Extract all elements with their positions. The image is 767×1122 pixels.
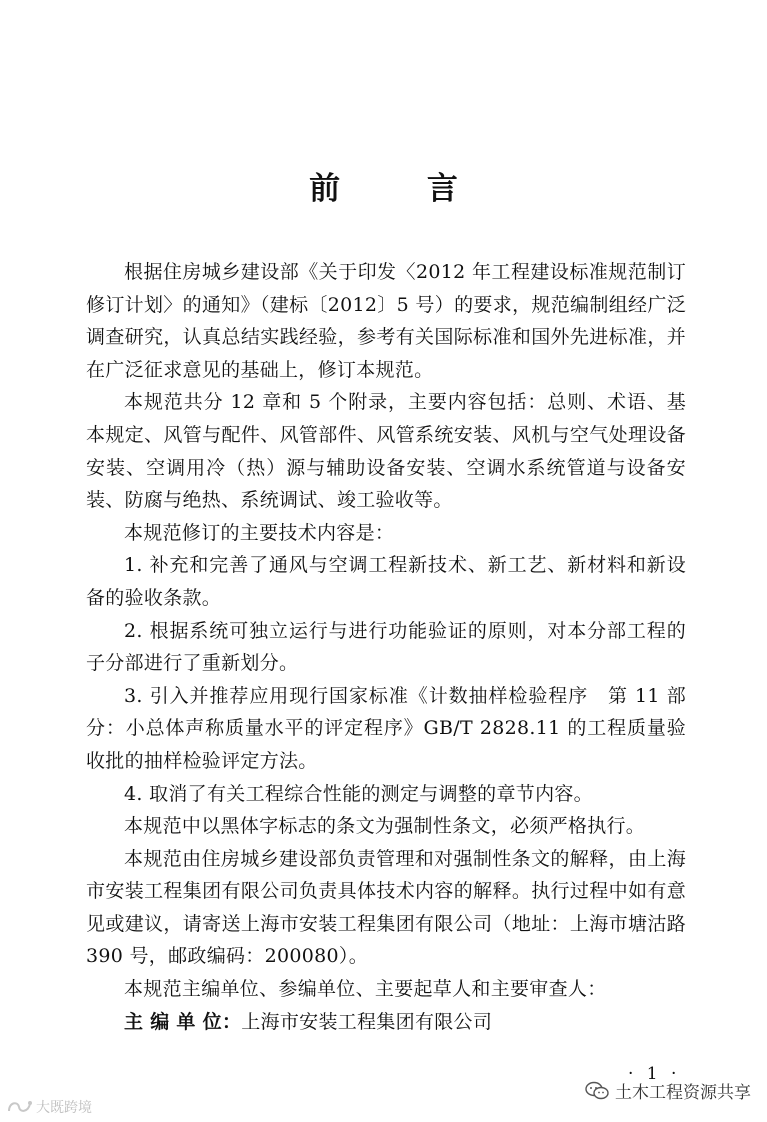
paragraph-4: 1. 补充和完善了通风与空调工程新技术、新工艺、新材料和新设备的验收条款。 bbox=[86, 554, 686, 609]
watermark-left bbox=[6, 1097, 92, 1117]
paragraph-6: 3. 引入并推荐应用现行国家标准《计数抽样检验程序 第 11 部分：小总体声称质量水平的评定程序》GB/T 2828.11 的工程质量验收批的抽样检验评定方法。 bbox=[86, 684, 686, 772]
watermark-left-text: 大既跨境 bbox=[36, 1100, 92, 1116]
document-body bbox=[86, 256, 686, 1038]
chief-unit-line bbox=[86, 1006, 686, 1039]
chief-unit-label: 主 编 单 位： bbox=[124, 1010, 242, 1033]
paragraph-1: 根据住房城乡建设部《关于印发〈2012 年工程建设标准规范制订修订计划〉的通知》（建标〔2012〕5 号）的要求，规范编制组经广泛调查研究，认真总结实践经验，参考有关国际标准和国外先进标准，并在广泛征求意见的基础上，修订本规范。 bbox=[86, 261, 686, 381]
paragraph-3: 本规范修订的主要技术内容是： bbox=[124, 521, 395, 544]
page-number: · 1 · bbox=[628, 1064, 681, 1084]
watermark-right-text: 土木工程资源共享 bbox=[615, 1083, 751, 1103]
page-title: 前 言 bbox=[309, 171, 496, 207]
wechat-icon bbox=[585, 1081, 609, 1101]
brand-logo-icon bbox=[6, 1098, 34, 1116]
paragraph-10: 本规范主编单位、参编单位、主要起草人和主要审查人： bbox=[124, 978, 607, 1001]
chief-unit-value: 上海市安装工程集团有限公司 bbox=[241, 1010, 493, 1033]
watermark-right bbox=[585, 1078, 751, 1103]
paragraph-8: 本规范中以黑体字标志的条文为强制性条文，必须严格执行。 bbox=[124, 815, 646, 838]
paragraph-5: 2. 根据系统可独立运行与进行功能验证的原则，对本分部工程的子分部进行了重新划分。 bbox=[86, 619, 686, 675]
paragraph-7: 4. 取消了有关工程综合性能的测定与调整的章节内容。 bbox=[124, 782, 593, 805]
paragraph-9: 本规范由住房城乡建设部负责管理和对强制性条文的解释，由上海市安装工程集团有限公司负责具体技术内容的解释。执行过程中如有意见或建议，请寄送上海市安装工程集团有限公司（地址：上海市塘沽路 390 号，邮政编码：200080）。 bbox=[86, 847, 686, 968]
paragraph-2: 本规范共分 12 章和 5 个附录，主要内容包括：总则、术语、基本规定、风管与配件、风管部件、风管系统安装、风机与空气处理设备安装、空调用冷（热）源与辅助设备安装、空调水系统管道与设备安装、防腐与绝热、系统调试、竣工验收等。 bbox=[86, 391, 686, 512]
